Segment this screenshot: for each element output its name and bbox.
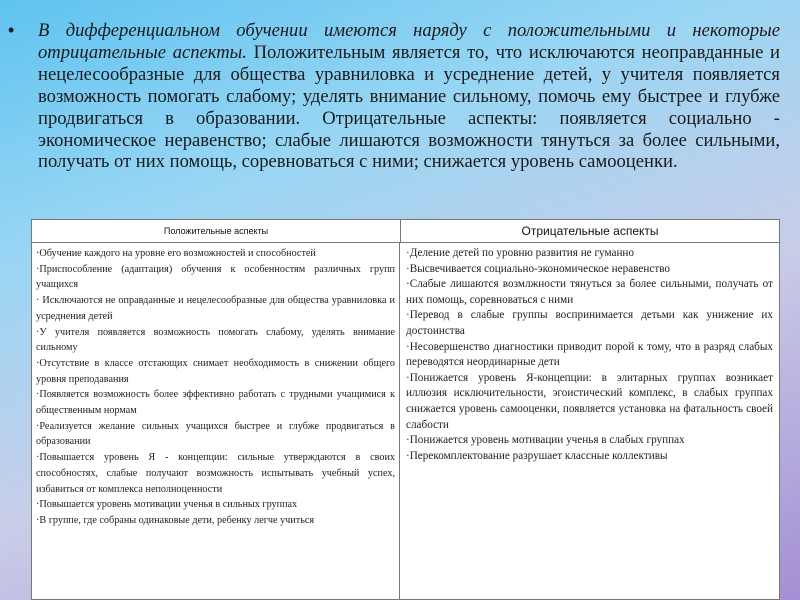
intro-italic-lead: В дифференциальном обучении имеются наряду с положительными и некоторые отрицательные аспекты. <box>38 20 780 63</box>
positive-item: · Исключаются не оправданные и нецелесообразные для общества уравниловка и усреднения детей <box>36 295 395 322</box>
positive-item: ·Повышается уровень Я - концепции: сильные утверждаются в своих способностях, слабые получают возможность испытывать учебный успех, избавиться от комплекса неполноценности <box>36 452 395 495</box>
negative-column <box>400 243 779 600</box>
negative-item: ·Понижается уровень Я-концепции: в элитарных группах возникает иллюзия исключительности, эгоистический комплекс, в слабых группах снижается уровень самооценки, появляется установка на фатальность своей слабости <box>406 371 773 431</box>
negative-item: ·Понижается уровень мотивации ученья в слабых группах <box>406 434 685 447</box>
positive-item: ·Повышается уровень мотивации ученья в сильных группах <box>36 499 298 511</box>
positive-column <box>32 243 400 600</box>
negative-item: ·Несовершенство диагностики приводит порой к тому, что в разряд слабых переводятся неординарные дети <box>406 340 773 369</box>
negative-item: ·Слабые лишаются возмлжности тянуться за более сильными, получать от них помощь, соревноваться с ними <box>406 278 773 306</box>
positive-item: ·Приспособление (адаптация) обучения к особенностям различных групп учащихся <box>36 263 395 291</box>
positive-item: ·Обучение каждого на уровне его возможностей и способностей <box>36 248 316 259</box>
negative-item: ·Перекомплектование разрушает классные коллективы <box>406 449 668 462</box>
negative-item: ·Деление детей по уровню развития не гуманно <box>406 247 635 259</box>
positive-item: ·Отсутствие в классе отстающих снимает необходимость в снижении общего уровня преподавания <box>36 357 395 385</box>
table-body <box>32 243 779 600</box>
intro-paragraph <box>8 20 780 173</box>
positive-item: ·Реализуется желание сильных учащихся быстрее и глубже продвигаться в образовании <box>36 420 395 448</box>
table-header <box>32 220 779 243</box>
positive-item: ·В группе, где собраны одинаковые дети, ребенку легче учиться <box>36 514 315 526</box>
aspects-table <box>31 219 780 600</box>
bullet-marker: • <box>8 20 15 40</box>
intro-text <box>38 20 780 173</box>
intro-body: Положительным является то, что исключаются неоправданные и нецелесообразные для общества уравниловка и усреднение детей, у учителя появляется возможность помогать слабому; уделять внимание сильному, помочь ему быстрее и глубже продвигаться в образовании. Отрицательные аспекты: появляется социально - экономическое неравенство; слабые лишаются возможности тянуться за более сильными, получать от них помощь, соревноваться с ними; снижается уровень самооценки. <box>38 41 780 173</box>
header-positive: Положительные аспекты <box>32 220 401 242</box>
negative-item: ·Перевод в слабые группы воспринимается детьми как унижение их достоинства <box>406 309 773 337</box>
header-negative: Отрицательные аспекты <box>521 224 659 238</box>
positive-item: ·У учителя появляется возможность помогать слабому, уделять внимание сильному <box>36 326 395 354</box>
negative-item: ·Высвечивается социально-экономическое неравенство <box>406 262 671 275</box>
positive-item: ·Появляется возможность более эффективно работать с трудными учащимися к общественным нормам <box>36 389 395 417</box>
